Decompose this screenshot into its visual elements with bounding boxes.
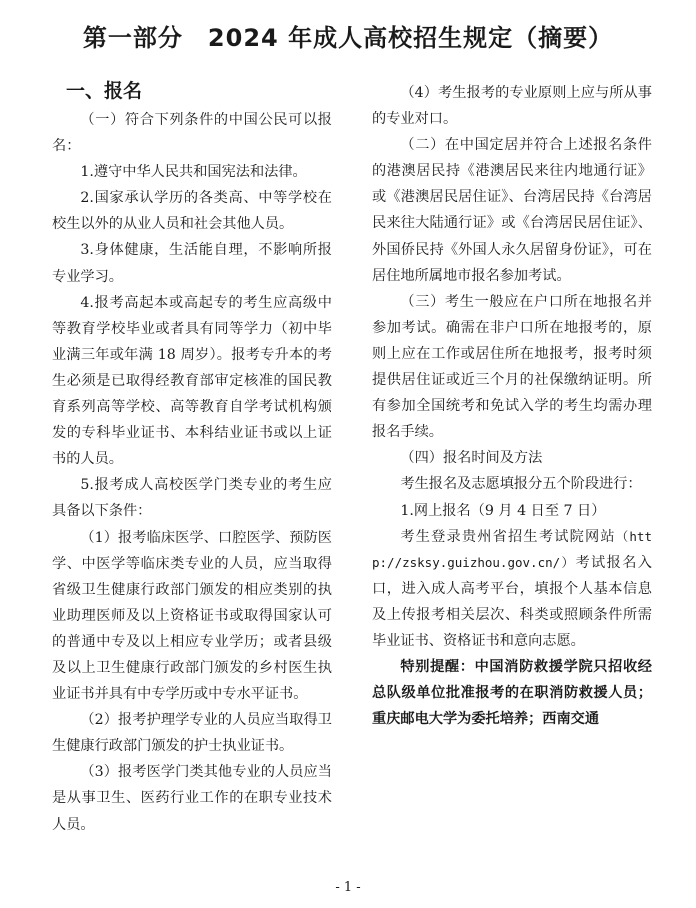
item-3-location: （三）考生一般应在户口所在地报名并参加考试。确需在非户口所在地报考的，原则上应在工作或居住所在地报考，报考时须提供居住证或近三个月的社保缴纳证明。所有参加全国统考和免试入学的考生均需办理报名手续。 bbox=[372, 293, 652, 441]
condition-5-2: （2）报考护理学专业的人员应当取得卫生健康行政部门颁发的护士执业证书。 bbox=[52, 712, 332, 755]
right-column bbox=[372, 80, 652, 732]
condition-5-1: （1）报考临床医学、口腔医学、预防医学、中医学等临床类专业的人员，应当取得省级卫生健康行政部门颁发的相应类别的执业助理医师及以上资格证书或取得国家认可的普通中专及以上相应专业学历；或者县级及以上卫生健康行政部门颁发的乡村医生执业证书并具有中专学历或中专水平证书。 bbox=[52, 529, 332, 703]
condition-3: 3.身体健康，生活能自理，不影响所报专业学习。 bbox=[52, 242, 332, 285]
page-number: - 1 - bbox=[335, 880, 361, 895]
condition-1: 1.遵守中华人民共和国宪法和法律。 bbox=[80, 164, 307, 181]
item-2-residents: （二）在中国定居并符合上述报名条件的港澳居民持《港澳居民来往内地通行证》或《港澳居民居住证》、台湾居民持《台湾居民来往大陆通行证》或《台湾居民居住证》、外国侨民持《外国人永久居留身份证》，可在居住地所属地市报名参加考试。 bbox=[372, 137, 652, 284]
step-1-text-pre: 考生登录贵州省招生考试院网站 bbox=[400, 528, 616, 545]
website-link[interactable]: （http://zsksy.guizhou.gov.cn/） bbox=[372, 528, 652, 570]
eligibility-intro: （一）符合下列条件的中国公民可以报名： bbox=[52, 112, 332, 155]
condition-5-3: （3）报考医学门类其他专业的人员应当是从事卫生、医药行业工作的在职专业技术人员。 bbox=[52, 764, 332, 833]
condition-5-4: （4）考生报考的专业原则上应与所从事的专业对口。 bbox=[372, 85, 652, 128]
step-1-body bbox=[372, 524, 652, 654]
item-4-intro: 考生报名及志愿填报分五个阶段进行： bbox=[400, 476, 642, 493]
section-heading: 一、报名 bbox=[66, 80, 143, 102]
condition-2: 2.国家承认学历的各类高、中等学校在校生以外的从业人员和社会其他人员。 bbox=[52, 190, 332, 233]
condition-5: 5.报考成人高校医学门类专业的考生应具备以下条件： bbox=[52, 477, 332, 520]
left-column bbox=[52, 76, 332, 838]
condition-4: 4.报考高起本或高起专的考生应高级中等教育学校毕业或者具有同等学力（初中毕业满三年或年满 18 周岁）。报考专升本的考生必须是已取得经教育部审定核准的国民教育系列高等学校、高等教育自学考试机构颁发的专科毕业证书、本科结业证书或以上证书的人员。 bbox=[52, 294, 332, 468]
special-notice: 特别提醒：中国消防救援学院只招收经总队级单位批准报考的在职消防救援人员；重庆邮电大学为委托培养；西南交通 bbox=[372, 659, 652, 728]
step-1-text-post: 考试报名入口，进入成人高考平台，填报个人基本信息及上传报考相关层次、科类或照顾条件所需毕业证书、资格证书和意向志愿。 bbox=[372, 554, 652, 649]
item-4-heading: （四）报名时间及方法 bbox=[400, 450, 543, 467]
step-1-heading: 1.网上报名（9 月 4 日至 7 日） bbox=[400, 502, 606, 519]
page-title: 第一部分 2024 年成人高校招生规定（摘要） bbox=[82, 24, 614, 52]
